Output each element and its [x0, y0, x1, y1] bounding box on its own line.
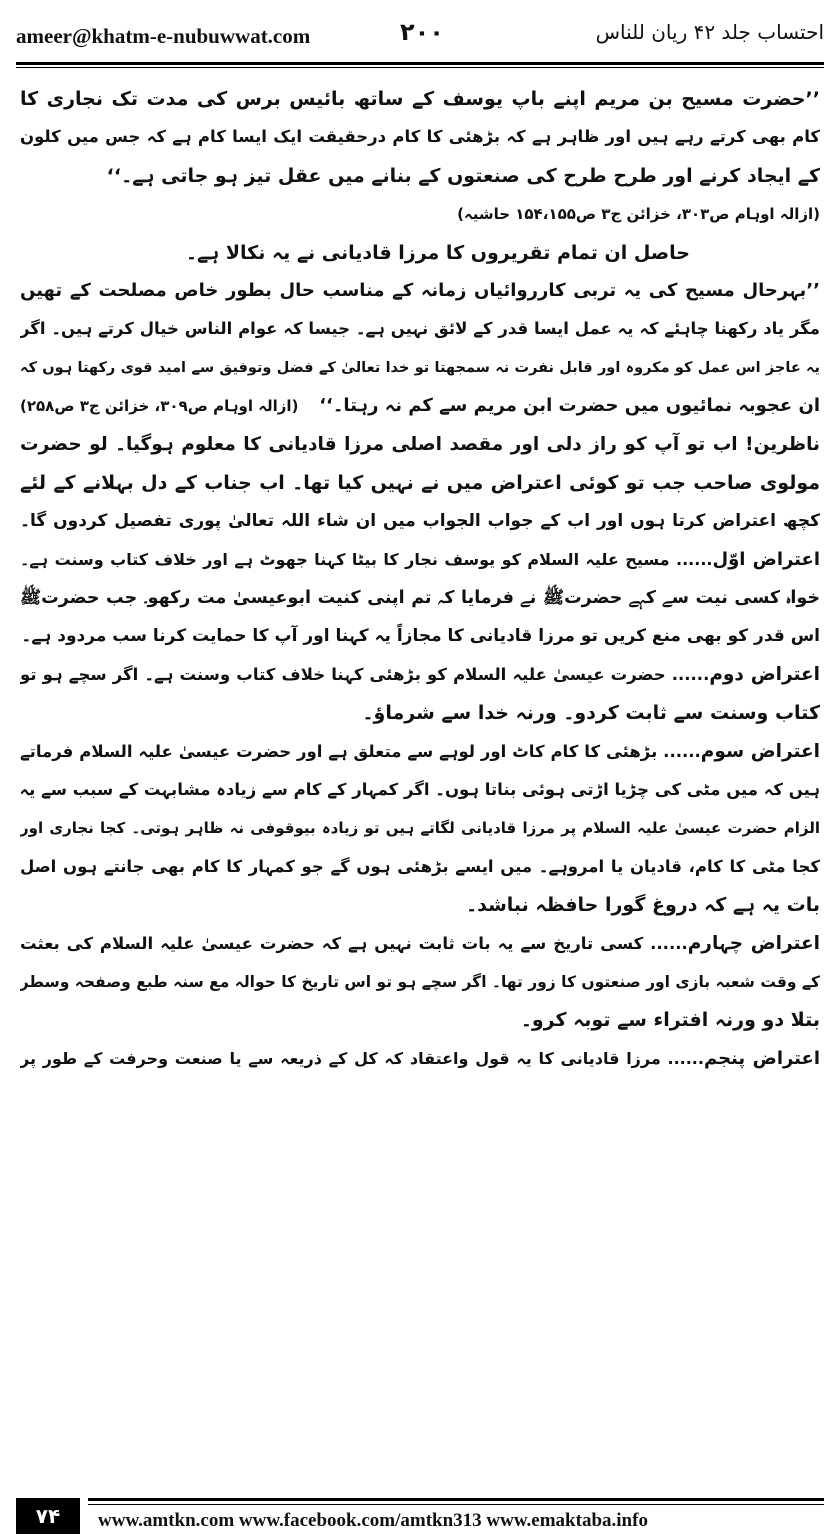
text-fragment: ...... بڑھئی کا کام کاٹ اور لوہے سے متعلق ہے اور حضرت عیسیٰ علیہ السلام فرماتے: [20, 741, 701, 761]
footer-rule: [88, 1498, 824, 1501]
footer-website-links: www.amtkn.com www.facebook.com/amtkn313 www.emaktaba.info: [98, 1510, 648, 1531]
text-line: کتاب وسنت سے ثابت کردو۔ ورنہ خدا سے شرماؤ۔: [362, 702, 820, 725]
objection-line: [20, 1040, 820, 1078]
text-line: کام بھی کرتے رہے ہیں اور ظاہر ہے کہ بڑھئی کا کام درحقیقت ایک ایسا کام ہے کہ جس میں کلون: [20, 127, 820, 147]
header-rule: [16, 62, 824, 65]
header-book-title: احتساب جلد ۴۲ ریان للناس: [595, 20, 824, 44]
objection-line: [20, 733, 820, 771]
text-line: مگر یاد رکھنا چاہئے کہ یہ عمل ایسا قدر کے لائق نہیں ہے۔ جیسا کہ عوام الناس خیال کرتے ہیں۔ اگر: [20, 319, 820, 339]
text-line: کے ایجاد کرنے اور طرح طرح کی صنعتوں کے بنانے میں عقل تیز ہو جاتی ہے۔‘‘: [106, 164, 820, 187]
text-fragment: ...... کسی تاریخ سے یہ بات ثابت نہیں ہے کہ حضرت عیسیٰ علیہ السلام کی بعثت: [20, 933, 688, 953]
header-page-number: ۲۰۰: [400, 18, 444, 46]
text-line: حاصل ان تمام تقریروں کا مرزا قادیانی نے یہ نکالا ہے۔: [185, 241, 690, 264]
footer-page-marker: ۷۴: [16, 1498, 80, 1534]
objection-heading: اعتراض چہارم: [687, 932, 820, 954]
objection-line: [20, 656, 820, 694]
objection-heading: اعتراض دوم: [709, 663, 820, 685]
text-line: ہیں کہ میں مٹی کی چڑیا اڑتی ہوئی بناتا ہوں۔ اگر کمہار کے کام سے زیادہ مشابہت کے سبب سے یہ: [20, 780, 820, 800]
objection-heading: اعتراض سوم: [700, 740, 820, 762]
text-fragment: ...... مرزا قادیانی کا یہ قول واعتقاد کہ کل کے ذریعہ سے یا صنعت وحرفت کے طور پر: [20, 1048, 704, 1068]
citation: (ازالہ اوہام ص۳۰۹، خزائن ج۳ ص۲۵۸): [20, 397, 299, 416]
text-line: اس قدر کو بھی منع کریں تو مرزا قادیانی کا مجازاً یہ کہنا اور آپ کا حمایت کرنا سب مردود ہے۔: [21, 626, 820, 647]
text-fragment: ان عجوبہ نمائیوں میں حضرت ابن مریم سے کم نہ رہتا۔‘‘: [319, 395, 820, 417]
text-line: مولوی صاحب جب تو کوئی اعتراض میں نے نہیں کیا تھا۔ اب جناب کے دل بہلانے کے لئے: [20, 471, 820, 494]
text-line-with-citation: [20, 387, 820, 425]
objection-line: [20, 925, 820, 963]
page-footer: [16, 1498, 824, 1534]
page-body: [20, 80, 820, 1078]
objection-heading: اعتراض اوّل: [712, 548, 820, 570]
header-rule-thin: [16, 67, 824, 68]
citation: (ازالہ اوہام ص۳۰۳، خزائن ج۳ ص۱۵۴،۱۵۵ حاشیہ): [457, 205, 820, 224]
text-line: الزام حضرت عیسیٰ علیہ السلام پر مرزا قادیانی لگاتے ہیں تو زیادہ بیوقوفی نہ ظاہر ہوتی۔ کجا نجاری اور: [20, 819, 820, 838]
objection-heading: اعتراض پنجم: [703, 1047, 820, 1069]
text-fragment: ...... حضرت عیسیٰ علیہ السلام کو بڑھئی کہنا خلاف کتاب وسنت ہے۔ اگر سچے ہو تو: [20, 664, 710, 684]
text-line: یہ عاجز اس عمل کو مکروہ اور قابل نفرت نہ سمجھتا تو خدا تعالیٰ کے فضل وتوفیق سے امید قوی رکھتا ہوں کہ: [20, 359, 820, 376]
objection-line: [20, 541, 820, 579]
header-email: ameer@khatm-e-nubuwwat.com: [16, 24, 311, 48]
text-line: کے وقت شعبہ بازی اور صنعتوں کا زور تھا۔ اگر سچے ہو تو اس تاریخ کا حوالہ مع سنہ طبع وصفحہ وسطر: [20, 972, 820, 991]
text-line: کجا مٹی کا کام، قادیان یا امروہے۔ میں ایسے بڑھئی ہوں گے جو کمہار کا کام بھی جانتے ہوں اصل: [20, 856, 820, 876]
text-line: خواہ کسی نیت سے کہے حضرتﷺ نے فرمایا کہ تم اپنی کنیت ابوعیسیٰ مت رکھو۔ جب حضرتﷺ: [20, 588, 820, 609]
footer-rule-thin: [88, 1504, 824, 1505]
text-line: بات یہ ہے کہ دروغ گورا حافظہ نباشد۔: [466, 894, 820, 917]
text-line: ’’حضرت مسیح بن مریم اپنے باپ یوسف کے ساتھ بائیس برس کی مدت تک نجاری کا: [20, 88, 820, 110]
text-fragment: ...... مسیح علیہ السلام کو یوسف نجار کا بیٹا کہنا جھوٹ ہے اور خلاف کتاب وسنت ہے۔: [20, 549, 713, 569]
text-line: ناظرین! اب تو آپ کو راز دلی اور مقصد اصلی مرزا قادیانی کا معلوم ہوگیا۔ لو حضرت: [20, 433, 820, 455]
page-header: [16, 18, 824, 58]
text-line: کچھ اعتراض کرتا ہوں اور اب کے جواب الجواب میں ان شاء اللہ تعالیٰ پوری تفصیل کردوں گا۔: [20, 511, 820, 532]
text-line: بتلا دو ورنہ افتراء سے توبہ کرو۔: [520, 1009, 820, 1032]
text-line: ’’بہرحال مسیح کی یہ تربی کارروائیاں زمانہ کے مناسب حال بطور خاص مصلحت کے تھیں: [20, 279, 820, 301]
